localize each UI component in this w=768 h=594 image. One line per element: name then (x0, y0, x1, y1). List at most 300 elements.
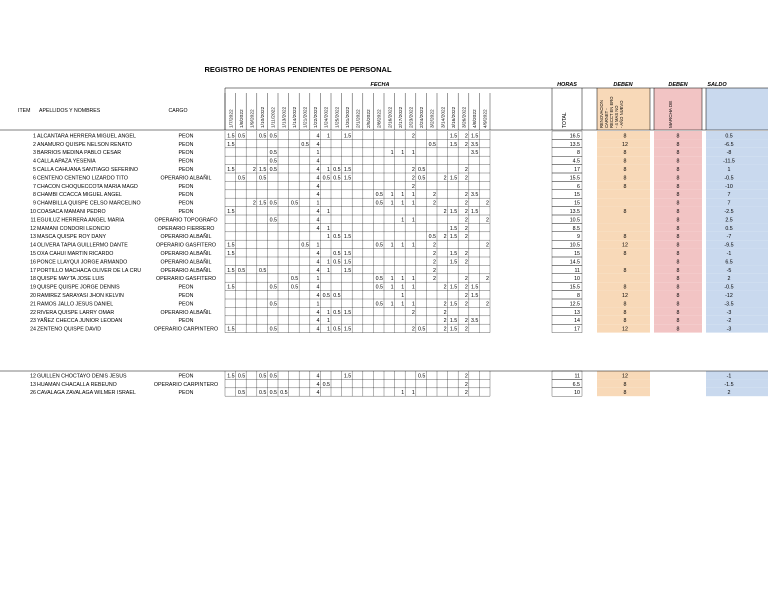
cargo: OPERARIO ALBAÑIL (160, 251, 212, 257)
deben-value: 8 (623, 183, 627, 190)
hours-cell: 1.5 (343, 373, 352, 380)
deben2-value: 8 (676, 133, 680, 140)
table-row (33, 156, 768, 164)
date-header: 2/5/2022 (367, 109, 373, 128)
hours-cell: 4 (316, 133, 320, 140)
deben2-value: 8 (676, 259, 680, 266)
hours-cell: 0.5 (301, 242, 309, 249)
hours-cell: 0.5 (259, 175, 267, 182)
item-number: 7 (33, 183, 36, 190)
hours-cell: 1 (327, 133, 330, 140)
hours-cell: 4 (316, 309, 320, 316)
item-number: 12 (30, 225, 36, 232)
saldo-value: -8 (726, 150, 732, 157)
table-row (30, 240, 768, 248)
hours-cell: 2 (464, 141, 468, 148)
total-hours: 15 (574, 251, 580, 257)
date-header: 2/8/2022 (377, 109, 383, 128)
item-number: 17 (30, 267, 36, 274)
total-header: TOTAL (562, 112, 568, 128)
total-hours: 9 (577, 234, 580, 241)
date-header: 3/16/2022 (451, 106, 457, 128)
hours-cell: 0.5 (237, 390, 246, 397)
hours-cell: 0.5 (237, 175, 246, 182)
saldo-value: 2 (727, 276, 731, 283)
total-hours: 6 (577, 183, 580, 190)
cargo: PEON (178, 200, 194, 207)
employee-name: COASACA MAMANI PEDRO (37, 209, 106, 215)
total-hours: 15.5 (569, 175, 580, 182)
hours-cell: 0.5 (269, 301, 277, 308)
deben-value: 12 (622, 141, 628, 148)
cell-fill (597, 190, 650, 198)
total-hours: 8 (577, 150, 580, 157)
cell-fill (706, 232, 768, 240)
hours-cell: 1.5 (449, 259, 458, 266)
item-number: 14 (30, 242, 36, 249)
deben-value: 8 (623, 150, 627, 157)
cell-fill (706, 265, 768, 273)
hours-cell: 1 (390, 242, 394, 249)
cell-fill (706, 257, 768, 265)
hours-cell: 1.5 (343, 267, 352, 274)
hours-cell: 1 (390, 192, 394, 199)
total-hours: 13 (574, 309, 580, 316)
hours-cell: 4 (316, 318, 320, 325)
employee-name: QUISPE MAYTA JOSE LUIS (37, 276, 105, 283)
table-row (30, 291, 768, 299)
table-row (30, 249, 768, 257)
date-header: 1/24/2022 (324, 106, 330, 128)
deben2-value: 8 (676, 183, 680, 190)
cell-fill (706, 207, 768, 215)
cell-fill (597, 223, 650, 231)
hours-cell: 0.5 (301, 141, 309, 148)
deben-value: 12 (622, 293, 628, 299)
date-header: 3/2/2022 (430, 109, 436, 128)
hours-cell: 0.5 (375, 276, 383, 283)
total-hours: 10 (574, 390, 580, 397)
total-hours: 16.5 (569, 133, 580, 140)
hours-cell: 4 (316, 390, 320, 397)
hours-cell: 4 (316, 209, 320, 215)
cargo: PEON (178, 167, 194, 173)
item-number: 3 (33, 150, 36, 157)
hours-cell: 3.5 (471, 318, 479, 325)
item-number: 15 (30, 251, 36, 257)
item-number: 11 (30, 217, 36, 224)
total-hours: 17 (574, 167, 580, 173)
hours-cell: 1 (401, 284, 405, 291)
hours-cell: 1 (390, 150, 394, 157)
hours-cell: 1 (401, 276, 405, 283)
cell-fill (706, 156, 768, 164)
date-header: 1/22/2022 (314, 106, 320, 128)
date-header: 4/9/2022 (483, 109, 489, 128)
hours-cell: 0.5 (322, 175, 330, 182)
cell-fill (706, 299, 768, 307)
date-header: 3/14/2022 (441, 106, 447, 128)
hours-cell: 1.5 (227, 373, 235, 380)
hours-cell: 0.5 (269, 200, 277, 207)
cargo: PEON (178, 390, 194, 397)
deben-value: 8 (623, 234, 627, 241)
hours-cell: 4 (316, 251, 320, 257)
hours-cell: 3.5 (471, 192, 479, 199)
hours-cell: 0.5 (375, 242, 383, 249)
hours-cell: 1 (401, 242, 405, 249)
hours-cell: 1 (401, 390, 405, 397)
employee-name: MASCA QUISPE ROY DANY (37, 234, 107, 241)
renovacion-header: - AÑO NUEVO (619, 100, 624, 128)
saldo-value: 0.5 (725, 225, 733, 232)
item-number: 16 (30, 259, 36, 266)
hours-cell: 1.5 (449, 251, 458, 257)
deben-value: 8 (623, 175, 627, 182)
hours-cell: 2 (464, 175, 468, 182)
table-row (31, 215, 768, 223)
hours-cell: 2 (486, 301, 489, 308)
total-hours: 8.5 (572, 225, 580, 232)
hours-cell: 1.5 (343, 234, 352, 241)
employee-name: BARRIOS MEDINA PABLO CESAR (37, 150, 122, 157)
deben2-value: 8 (676, 242, 680, 249)
hours-cell: 0.5 (290, 284, 299, 291)
date-header: 3/26/2022 (462, 106, 468, 128)
hours-cell: 4 (316, 141, 320, 148)
total-hours: 10.5 (569, 217, 580, 224)
table-row (33, 181, 768, 189)
hours-cell: 2 (464, 390, 468, 397)
hours-cell: 0.5 (237, 373, 246, 380)
hours-cell: 0.5 (259, 133, 267, 140)
date-header: 2/1/2022 (356, 109, 362, 128)
hours-cell: 0.5 (259, 373, 267, 380)
employee-name: RAMOS JALLO JESUS DANIEL (37, 301, 114, 308)
cargo: PEON (178, 209, 194, 215)
cargo: OPERARIO ALBAÑIL (160, 234, 212, 241)
cell-fill (597, 274, 650, 282)
employee-name: CHAMBILLA QUISPE CELSO MARCELINO (37, 200, 141, 207)
hours-cell: 2 (443, 309, 447, 316)
hours-cell: 2 (464, 276, 468, 283)
employee-name: ANAMURO QUISPE NELSON RENATO (37, 141, 132, 148)
deben-value: 8 (623, 158, 627, 165)
item-number: 21 (30, 301, 36, 308)
cargo: OPERARIO ALBAÑIL (160, 259, 212, 266)
employee-name: CAVALAGA ZAVALAGA WILMER ISRAEL (37, 390, 136, 397)
cell-fill (706, 316, 768, 324)
hours-cell: 2 (464, 373, 468, 380)
hours-cell: 1 (327, 309, 330, 316)
hours-cell: 2 (464, 217, 468, 224)
renovacion-header: RECCT EN ERO (609, 96, 614, 128)
hours-cell: 0.5 (322, 381, 330, 388)
hours-cell: 2 (464, 318, 468, 325)
employee-name: PORTILLO MACHACA OLIVER DE LA CRU (37, 267, 142, 274)
date-header: 1/10/2022 (261, 106, 267, 128)
hours-cell: 1.5 (227, 167, 235, 173)
hours-cell: 1 (411, 200, 415, 207)
saldo-value: -1.5 (724, 381, 734, 388)
hours-cell: 2 (443, 284, 447, 291)
deben2-value: 8 (676, 309, 680, 316)
hours-cell: 4 (316, 293, 320, 299)
deben2-value: 8 (676, 225, 680, 232)
hours-cell: 2 (486, 276, 489, 283)
hours-cell: 1 (401, 192, 405, 199)
hours-cell: 1.5 (343, 309, 352, 316)
employee-name: HUAMAN CHACALLA REBEUNO (37, 381, 117, 388)
hours-cell: 0.5 (259, 390, 267, 397)
table-row (33, 173, 768, 181)
table-row (30, 379, 768, 387)
hours-cell: 1.5 (471, 293, 479, 299)
cell-fill (597, 257, 650, 265)
hours-cell: 0.5 (269, 150, 277, 157)
deben-value: 8 (623, 390, 627, 397)
cell-fill (706, 379, 768, 387)
saldo-value: 7 (727, 200, 731, 207)
hours-cell: 0.5 (333, 259, 341, 266)
saldo-value: 2 (727, 390, 731, 397)
deben-value: 8 (623, 309, 627, 316)
deben2-value: 8 (676, 318, 680, 325)
deben2-value: 8 (676, 301, 680, 308)
item-number: 1 (33, 133, 36, 140)
hours-cell: 1 (316, 242, 320, 249)
item-number: 5 (33, 167, 36, 173)
hours-cell: 1 (316, 301, 320, 308)
hours-cell: 4 (316, 326, 320, 333)
total-hours: 10 (574, 276, 580, 283)
cell-fill (597, 198, 650, 206)
renovacion-header: - 4 MAS NO (614, 105, 619, 128)
date-header: 1/14/2022 (292, 106, 298, 128)
hours-cell: 0.5 (333, 309, 341, 316)
date-header: 2/23/2022 (409, 106, 415, 128)
table-row (30, 316, 768, 324)
deben2-value: 8 (676, 158, 680, 165)
deben2-value: 8 (676, 175, 680, 182)
total-hours: 14.5 (569, 259, 580, 266)
item-number: 22 (30, 309, 36, 316)
saldo-value: -9.5 (724, 242, 734, 249)
hours-cell: 4 (316, 158, 320, 165)
employee-name: YAÑEZ CHECCA JUNIOR LEODAN (37, 318, 123, 325)
table-row (30, 223, 768, 231)
table-row (33, 148, 768, 156)
deben2-value: 8 (676, 200, 680, 207)
cargo: OPERARIO ALBAÑIL (160, 267, 212, 274)
hours-cell: 0.5 (333, 326, 341, 333)
hours-cell: 1.5 (449, 301, 458, 308)
deben2-value: 8 (676, 267, 680, 274)
sheet-title: REGISTRO DE HORAS PENDIENTES DE PERSONAL (204, 65, 392, 74)
cargo: PEON (178, 158, 194, 165)
hours-cell: 0.5 (269, 326, 277, 333)
deben2-header-fill (654, 88, 702, 130)
hours-cell: 1 (390, 276, 394, 283)
hours-cell: 1.5 (449, 141, 458, 148)
hours-cell: 1.5 (343, 251, 352, 257)
hours-cell: 2 (464, 293, 468, 299)
hours-cell: 2 (464, 259, 468, 266)
hours-cell: 2 (433, 242, 436, 249)
hours-cell: 1.5 (227, 326, 235, 333)
cargo: PEON (178, 192, 194, 199)
date-header: 2/24/2022 (420, 106, 426, 128)
hours-cell: 2 (411, 309, 415, 316)
employee-name: PONCE LLAYQUI JORGE ARMANDO (37, 259, 128, 266)
hours-cell: 1 (316, 276, 320, 283)
fecha-header: FECHA (370, 82, 390, 88)
hours-cell: 0.5 (375, 192, 383, 199)
hours-cell: 4 (316, 167, 320, 173)
hours-cell: 1 (411, 192, 415, 199)
hours-cell: 2 (433, 276, 436, 283)
cell-fill (706, 165, 768, 173)
hours-cell: 4 (316, 259, 320, 266)
total-hours: 13.5 (569, 141, 580, 148)
hours-cell: 1 (327, 259, 330, 266)
cell-fill (706, 371, 768, 379)
cell-fill (706, 291, 768, 299)
total-hours: 12.5 (569, 301, 580, 308)
hours-cell: 0.5 (375, 284, 383, 291)
saldo-value: -6.5 (724, 141, 734, 148)
hours-cell: 0.5 (269, 133, 277, 140)
deben-value: 8 (623, 209, 627, 215)
hours-cell: 0.5 (269, 373, 277, 380)
hours-cell: 0.5 (290, 276, 299, 283)
hours-cell: 4 (316, 381, 320, 388)
deben2-value: 8 (676, 192, 680, 199)
hours-cell: 1 (401, 200, 405, 207)
saldo-header: SALDO (707, 82, 727, 88)
hours-cell: 2 (433, 192, 436, 199)
cell-fill (597, 215, 650, 223)
table-row (33, 190, 768, 198)
cell-fill (706, 139, 768, 147)
employee-name: QUISPE QUISPE JORGE DENNIS (37, 284, 120, 291)
employee-name: EGUILUZ HERRERA ANGEL MARIA (37, 217, 125, 224)
hours-cell: 3.5 (471, 150, 479, 157)
deben2-header: DEBEN (668, 82, 688, 88)
deben-value: 8 (623, 381, 627, 388)
table-row (30, 265, 768, 273)
date-header: 2/17/2022 (398, 106, 404, 128)
employee-name: OLIVERA TAPIA GUILLERMO DANTE (37, 242, 128, 249)
hours-cell: 2 (433, 200, 436, 207)
hours-cell: 1.5 (471, 133, 479, 140)
table-row (30, 324, 768, 332)
hours-cell: 0.5 (280, 390, 288, 397)
hours-cell: 0.5 (333, 175, 341, 182)
deben2-value: 8 (676, 217, 680, 224)
total-hours: 4.5 (572, 158, 580, 165)
cell-fill (706, 307, 768, 315)
hours-cell: 1 (401, 217, 405, 224)
hours-cell: 1 (327, 167, 330, 173)
hours-cell: 1.5 (227, 209, 235, 215)
hours-cell: 1 (411, 390, 415, 397)
cargo: OPERARIO GASFITERO (155, 242, 217, 249)
hours-cell: 2 (443, 318, 447, 325)
employee-name: CENTENO CENTENO LIZARDO TITO (37, 175, 129, 182)
deben-value: 8 (623, 167, 627, 173)
hours-cell: 1 (316, 200, 320, 207)
cell-fill (706, 215, 768, 223)
hours-cell: 2 (464, 167, 468, 173)
deben-value: 8 (623, 284, 627, 291)
hours-cell: 0.5 (428, 234, 436, 241)
deben2-value: 8 (676, 284, 680, 291)
saldo-value: 7 (727, 192, 731, 199)
hours-cell: 2 (464, 225, 468, 232)
hours-cell: 2 (464, 284, 468, 291)
saldo-value: 2.5 (725, 217, 733, 224)
cargo: OPERARIO GASFITERO (155, 276, 217, 283)
hours-cell: 1.5 (449, 326, 458, 333)
saldo-header-fill (706, 88, 768, 130)
hours-cell: 2 (464, 326, 468, 333)
employee-name: ALCANTARA HERRERA MIGUEL ANGEL (37, 133, 136, 140)
hours-cell: 0.5 (333, 251, 341, 257)
date-header: 1/8/2022 (239, 109, 245, 128)
total-hours: 10.5 (569, 242, 580, 249)
cell-fill (706, 240, 768, 248)
saldo-value: -5 (726, 267, 732, 274)
hours-cell: 1 (411, 242, 415, 249)
hours-cell: 1.5 (259, 167, 267, 173)
total-hours: 8 (577, 293, 580, 299)
hours-cell: 2 (486, 217, 489, 224)
cell-fill (706, 249, 768, 257)
deben2-value: 8 (676, 167, 680, 173)
table-row (30, 307, 768, 315)
item-number: 20 (30, 293, 36, 299)
hours-cell: 0.5 (418, 373, 426, 380)
cargo: PEON (178, 284, 194, 291)
date-header: 1/13/2022 (282, 106, 288, 128)
date-header: 1/7/2022 (229, 109, 235, 128)
cargo-header: CARGO (168, 108, 188, 114)
total-hours: 6.5 (572, 381, 580, 388)
employee-name: CALLA APAZA YESENIA (37, 158, 96, 165)
cargo: PEON (178, 183, 194, 190)
hours-cell: 0.5 (418, 167, 426, 173)
hours-cell: 4 (316, 267, 320, 274)
hours-cell: 2 (464, 234, 468, 241)
deben2-value: 8 (676, 293, 680, 299)
hours-cell: 2 (252, 200, 256, 207)
hours-cell: 0.5 (428, 141, 436, 148)
saldo-value: -3 (726, 309, 732, 316)
date-header: 2/16/2022 (388, 106, 394, 128)
cargo: PEON (178, 373, 194, 380)
total-hours: 17 (574, 326, 580, 333)
hours-cell: 2 (464, 301, 468, 308)
hours-cell: 2 (464, 251, 468, 257)
item-number: 13 (30, 381, 36, 388)
hours-cell: 2 (443, 234, 447, 241)
hours-cell: 4 (316, 175, 320, 182)
saldo-value: -2 (726, 318, 732, 325)
employee-name: ZENTENO QUISPE DAVID (37, 326, 102, 333)
hours-cell: 1 (327, 225, 330, 232)
date-header: 1/21/2022 (303, 106, 309, 128)
